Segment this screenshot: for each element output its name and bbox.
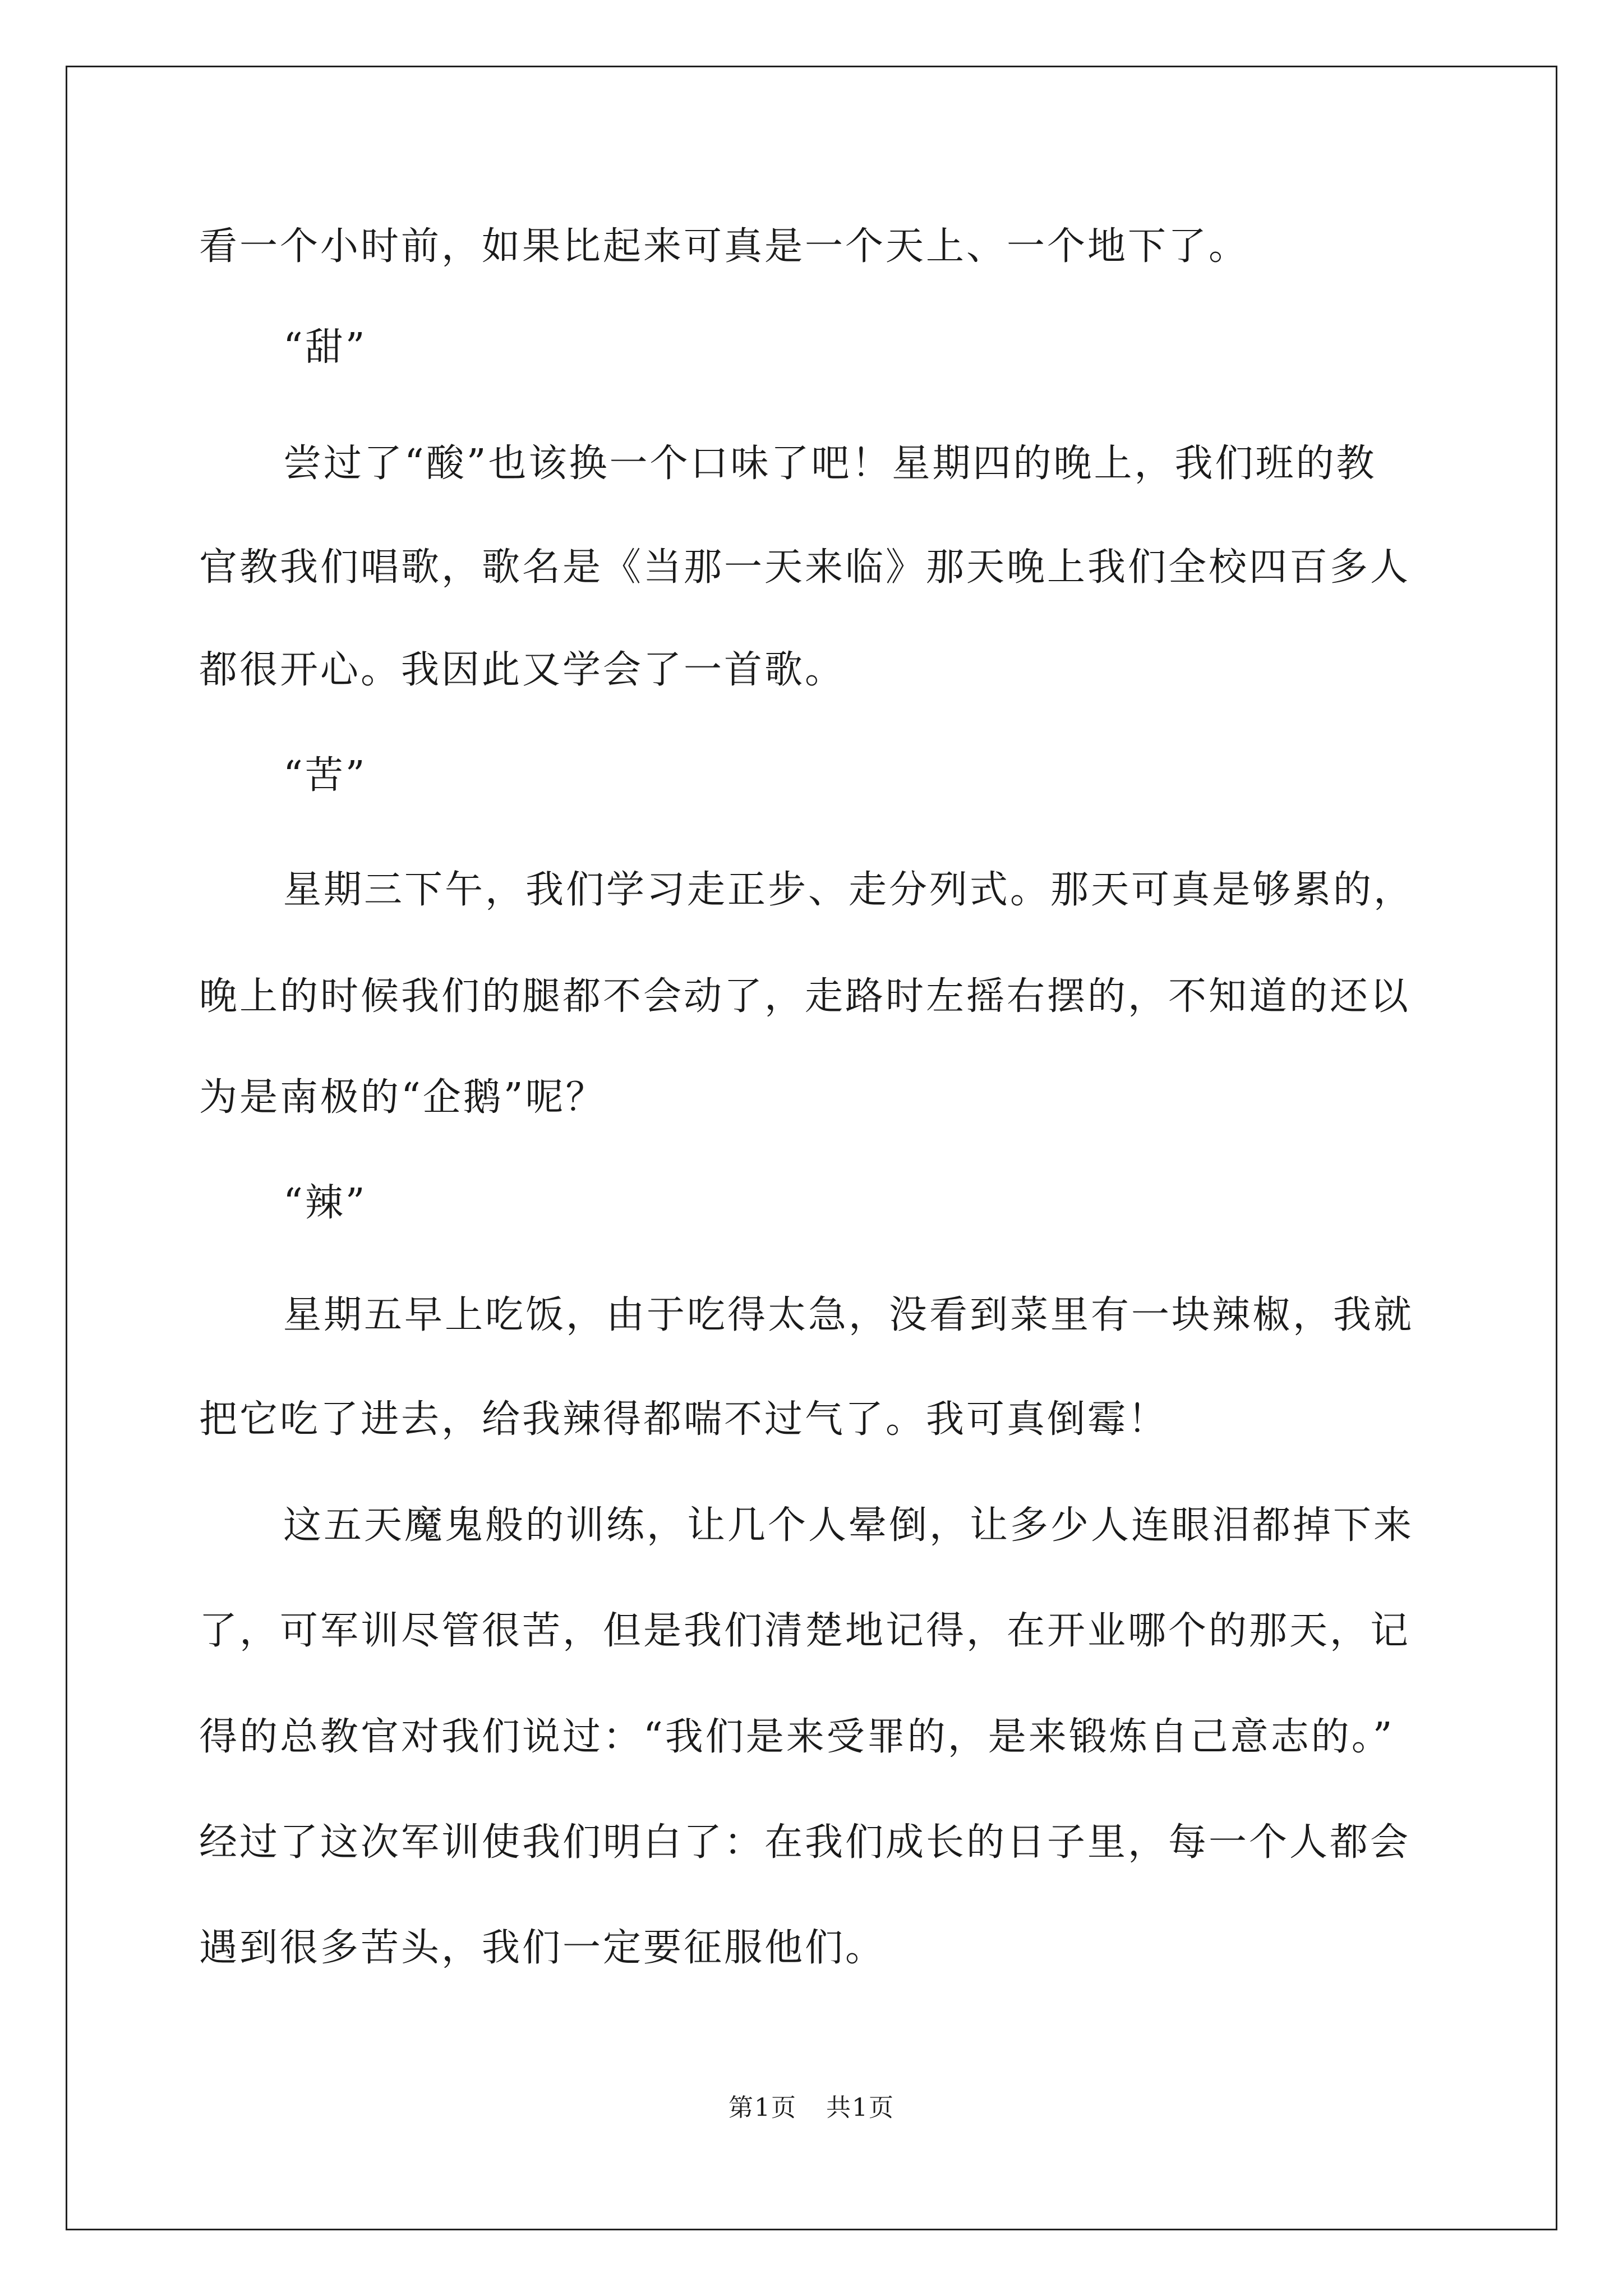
text-line: 都很开心。我因此又学会了一首歌。: [199, 648, 846, 692]
text-line: 星期五早上吃饭，由于吃得太急，没看到菜里有一块辣椒，我就: [283, 1293, 1414, 1337]
text-line: 看一个小时前，如果比起来可真是一个天上、一个地下了。: [199, 224, 1249, 269]
text-line: 得的总教官对我们说过：“我们是来受罪的，是来锻炼自己意志的。”: [199, 1715, 1395, 1759]
text-line: 把它吃了进去，给我辣得都喘不过气了。我可真倒霉！: [199, 1397, 1169, 1442]
text-line: 了，可军训尽管很苦，但是我们清楚地记得，在开业哪个的那天，记: [199, 1609, 1411, 1653]
text-line: 尝过了“酸”也该换一个口味了吧！星期四的晚上，我们班的教: [283, 441, 1377, 486]
page-total: 共1页: [826, 2093, 895, 2122]
section-heading-spicy: “辣”: [283, 1181, 367, 1225]
text-line: 遇到很多苦头，我们一定要征服他们。: [199, 1926, 886, 1970]
text-line: 星期三下午，我们学习走正步、走分列式。那天可真是够累的，: [283, 868, 1414, 912]
section-heading-bitter: “苦”: [283, 753, 367, 798]
page-footer: [0, 2091, 1623, 2125]
text-line: 经过了这次军训使我们明白了：在我们成长的日子里，每一个人都会: [199, 1820, 1411, 1865]
section-heading-sweet: “甜”: [283, 325, 367, 370]
text-line: 为是南极的“企鹅”呢？: [199, 1075, 606, 1120]
page-border: [66, 66, 1557, 2230]
text-line: 官教我们唱歌，歌名是《当那一天来临》那天晚上我们全校四百多人: [199, 545, 1411, 590]
text-line: 这五天魔鬼般的训练，让几个人晕倒，让多少人连眼泪都掉下来: [283, 1503, 1414, 1548]
page-number: 第1页: [728, 2093, 797, 2122]
text-line: 晚上的时候我们的腿都不会动了，走路时左摇右摆的，不知道的还以: [199, 974, 1411, 1019]
